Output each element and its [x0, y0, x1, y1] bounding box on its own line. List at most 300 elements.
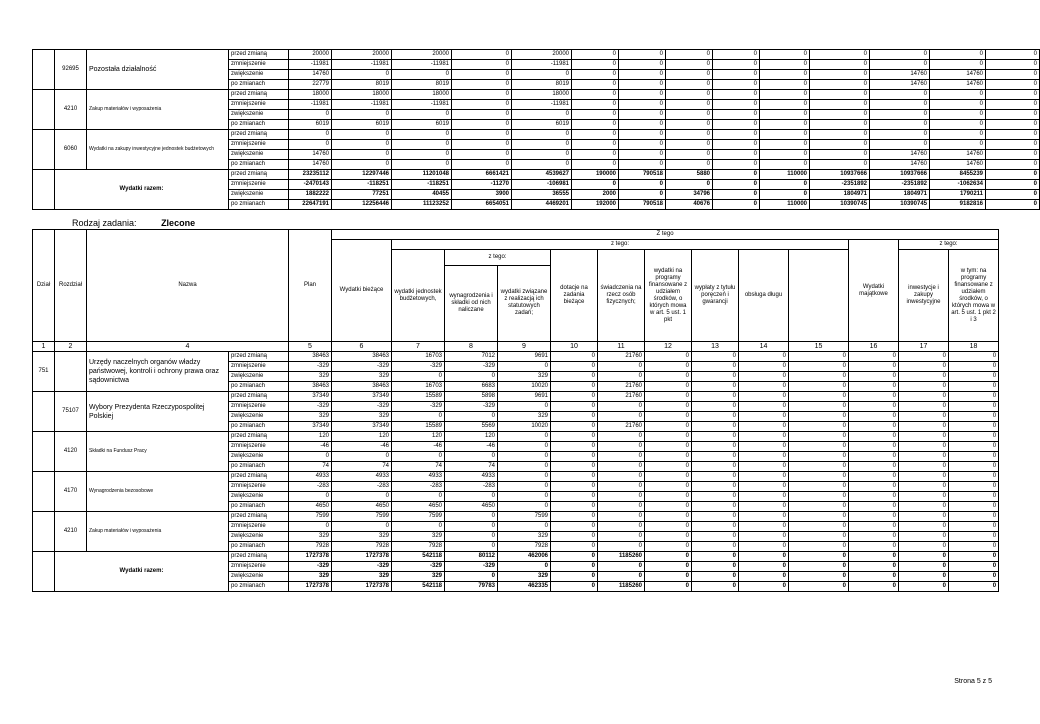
dzial-cell: [33, 512, 55, 552]
value-cell: 0: [332, 150, 392, 160]
group-name: Pozostała działalność: [87, 50, 229, 90]
value-cell: 14760: [870, 160, 930, 170]
group-code: [55, 352, 87, 392]
value-cell: 1727378: [289, 582, 332, 592]
value-cell: 329: [289, 572, 332, 582]
value-cell: -46: [445, 442, 498, 452]
value-cell: 0: [498, 472, 551, 482]
value-cell: 0: [692, 442, 739, 452]
row-label: po zmianach: [229, 382, 289, 392]
value-cell: 329: [498, 372, 551, 382]
value-cell: -46: [392, 442, 445, 452]
value-cell: 7599: [392, 512, 445, 522]
col-index-cell: 13: [692, 342, 739, 352]
value-cell: 16703: [392, 352, 445, 362]
value-cell: 0: [619, 160, 666, 170]
value-cell: 0: [666, 100, 713, 110]
value-cell: 0: [789, 392, 849, 402]
group-name: Wybory Prezydenta Rzeczypospolitej Polskiej: [87, 392, 229, 432]
value-cell: 21760: [598, 392, 645, 402]
value-cell: -11981: [332, 60, 392, 70]
value-cell: 0: [789, 412, 849, 422]
value-cell: 790518: [619, 200, 666, 210]
value-cell: 0: [949, 482, 999, 492]
value-cell: 0: [810, 110, 870, 120]
value-cell: 0: [849, 472, 899, 482]
value-cell: 0: [598, 572, 645, 582]
value-cell: 0: [986, 140, 1040, 150]
dzial-cell: 751: [33, 352, 55, 392]
table-row: [33, 512, 999, 522]
value-cell: 0: [986, 110, 1040, 120]
value-cell: 0: [598, 362, 645, 372]
value-cell: 21760: [598, 422, 645, 432]
col-wzr-header: wydatki związane z realizacją ich statutowych zadań;: [498, 265, 551, 341]
value-cell: 0: [986, 200, 1040, 210]
value-cell: 0: [713, 70, 760, 80]
value-cell: 0: [760, 140, 810, 150]
value-cell: 0: [789, 562, 849, 572]
value-cell: 110000: [760, 170, 810, 180]
value-cell: 0: [572, 100, 619, 110]
value-cell: 0: [849, 392, 899, 402]
value-cell: 4933: [392, 472, 445, 482]
value-cell: 0: [789, 492, 849, 502]
row-label: po zmianach: [229, 80, 289, 90]
value-cell: 329: [289, 532, 332, 542]
value-cell: 0: [713, 60, 760, 70]
row-label: przed zmianą: [229, 352, 289, 362]
value-cell: 0: [789, 582, 849, 592]
value-cell: 14760: [930, 160, 986, 170]
value-cell: 38463: [332, 352, 392, 362]
value-cell: 0: [930, 60, 986, 70]
value-cell: 0: [392, 522, 445, 532]
value-cell: 0: [870, 120, 930, 130]
value-cell: 0: [849, 482, 899, 492]
value-cell: 0: [949, 572, 999, 582]
value-cell: 74: [332, 462, 392, 472]
value-cell: 0: [551, 362, 598, 372]
value-cell: 0: [551, 412, 598, 422]
value-cell: 0: [452, 60, 512, 70]
row-label: przed zmianą: [229, 472, 289, 482]
value-cell: 0: [789, 512, 849, 522]
value-cell: 0: [452, 50, 512, 60]
value-cell: 0: [619, 130, 666, 140]
value-cell: 0: [849, 512, 899, 522]
value-cell: -1062634: [930, 180, 986, 190]
value-cell: 0: [645, 462, 692, 472]
row-label: przed zmianą: [229, 130, 289, 140]
value-cell: -283: [445, 482, 498, 492]
value-cell: 23235112: [289, 170, 332, 180]
col-index-cell: 8: [445, 342, 498, 352]
row-label: zmniejszenie: [229, 482, 289, 492]
value-cell: 0: [789, 532, 849, 542]
value-cell: 40455: [392, 190, 452, 200]
value-cell: 0: [986, 180, 1040, 190]
blank-cell: [33, 50, 55, 90]
value-cell: 0: [332, 492, 392, 502]
value-cell: 0: [713, 180, 760, 190]
value-cell: 0: [645, 392, 692, 402]
value-cell: 0: [692, 462, 739, 472]
value-cell: 0: [986, 170, 1040, 180]
value-cell: 0: [645, 532, 692, 542]
value-cell: 0: [899, 582, 949, 592]
value-cell: 0: [899, 382, 949, 392]
value-cell: 9691: [498, 352, 551, 362]
value-cell: 0: [332, 140, 392, 150]
row-label: przed zmianą: [229, 90, 289, 100]
value-cell: 192000: [572, 200, 619, 210]
value-cell: 0: [692, 402, 739, 412]
value-cell: 3900: [452, 190, 512, 200]
table-row: [33, 170, 1040, 180]
value-cell: 0: [949, 422, 999, 432]
value-cell: 0: [739, 482, 789, 492]
value-cell: 5898: [445, 392, 498, 402]
value-cell: 0: [645, 402, 692, 412]
value-cell: 0: [986, 80, 1040, 90]
value-cell: 6019: [289, 120, 332, 130]
ztego-top-header: Z tego: [332, 230, 999, 240]
value-cell: 0: [739, 472, 789, 482]
row-label: po zmianach: [229, 120, 289, 130]
col-index-cell: 10: [551, 342, 598, 352]
value-cell: 0: [445, 522, 498, 532]
value-cell: 0: [645, 382, 692, 392]
dzial-cell: [33, 432, 55, 472]
value-cell: 0: [619, 80, 666, 90]
value-cell: 0: [810, 80, 870, 90]
value-cell: 0: [498, 402, 551, 412]
row-label: zwiększenie: [229, 572, 289, 582]
value-cell: 329: [332, 532, 392, 542]
value-cell: 0: [899, 372, 949, 382]
value-cell: 0: [452, 90, 512, 100]
value-cell: 6019: [392, 120, 452, 130]
value-cell: 0: [899, 562, 949, 572]
col-index-cell: 15: [789, 342, 849, 352]
value-cell: 0: [572, 150, 619, 160]
value-cell: 0: [986, 90, 1040, 100]
value-cell: 0: [949, 432, 999, 442]
value-cell: 0: [512, 160, 572, 170]
value-cell: 0: [572, 160, 619, 170]
value-cell: 0: [986, 60, 1040, 70]
value-cell: 20000: [332, 50, 392, 60]
col-nazwa-header: Nazwa: [87, 230, 289, 342]
value-cell: 0: [645, 422, 692, 432]
value-cell: 329: [392, 532, 445, 542]
value-cell: 0: [619, 110, 666, 120]
value-cell: 21760: [598, 382, 645, 392]
value-cell: 12297446: [332, 170, 392, 180]
value-cell: 0: [930, 130, 986, 140]
value-cell: 0: [645, 442, 692, 452]
row-label: przed zmianą: [229, 432, 289, 442]
value-cell: 0: [870, 50, 930, 60]
group-name: Zakup materiałów i wyposażenia: [87, 90, 229, 130]
value-cell: 0: [498, 522, 551, 532]
value-cell: -329: [445, 402, 498, 412]
value-cell: 0: [949, 352, 999, 362]
value-cell: 0: [760, 120, 810, 130]
group-name: Wynagrodzenia bezosobowe: [87, 472, 229, 512]
value-cell: 329: [392, 572, 445, 582]
group-code: 4170: [55, 472, 87, 512]
value-cell: 0: [645, 522, 692, 532]
value-cell: 0: [810, 100, 870, 110]
value-cell: 0: [739, 422, 789, 432]
value-cell: 0: [739, 352, 789, 362]
value-cell: 0: [551, 462, 598, 472]
row-label: zmniejszenie: [229, 180, 289, 190]
value-cell: 0: [789, 422, 849, 432]
value-cell: 0: [692, 482, 739, 492]
value-cell: 0: [949, 402, 999, 412]
value-cell: 0: [551, 432, 598, 442]
value-cell: 10937666: [810, 170, 870, 180]
value-cell: 0: [739, 552, 789, 562]
value-cell: 0: [551, 402, 598, 412]
value-cell: 0: [713, 140, 760, 150]
value-cell: 0: [739, 452, 789, 462]
value-cell: 0: [713, 100, 760, 110]
value-cell: 110000: [760, 200, 810, 210]
value-cell: -11981: [392, 100, 452, 110]
value-cell: 0: [899, 352, 949, 362]
value-cell: 0: [713, 170, 760, 180]
row-label: zmniejszenie: [229, 402, 289, 412]
row-label: zwiększenie: [229, 532, 289, 542]
value-cell: 120: [289, 432, 332, 442]
value-cell: 0: [899, 572, 949, 582]
row-label: zwiększenie: [229, 492, 289, 502]
value-cell: 0: [572, 110, 619, 120]
value-cell: 0: [598, 532, 645, 542]
value-cell: 0: [810, 60, 870, 70]
col-wyn-header: wynagrodzenia i składki od nich naliczane: [445, 265, 498, 341]
value-cell: -329: [332, 402, 392, 412]
value-cell: 0: [760, 60, 810, 70]
value-cell: 37349: [332, 392, 392, 402]
value-cell: -2351892: [810, 180, 870, 190]
value-cell: 0: [810, 70, 870, 80]
value-cell: 0: [692, 422, 739, 432]
value-cell: 0: [551, 352, 598, 362]
value-cell: 0: [899, 502, 949, 512]
value-cell: 0: [498, 562, 551, 572]
value-cell: -11981: [289, 100, 332, 110]
value-cell: 329: [498, 572, 551, 582]
value-cell: 0: [619, 180, 666, 190]
value-cell: -329: [445, 362, 498, 372]
value-cell: 0: [713, 50, 760, 60]
value-cell: 0: [598, 472, 645, 482]
value-cell: 0: [986, 190, 1040, 200]
value-cell: 0: [789, 572, 849, 582]
blank-cell: [33, 130, 55, 170]
value-cell: 0: [899, 432, 949, 442]
value-cell: 0: [645, 552, 692, 562]
row-label: zmniejszenie: [229, 100, 289, 110]
value-cell: 0: [713, 120, 760, 130]
row-label: po zmianach: [229, 422, 289, 432]
value-cell: 0: [551, 492, 598, 502]
table-row: [33, 432, 999, 442]
value-cell: 0: [598, 432, 645, 442]
value-cell: 0: [760, 130, 810, 140]
value-cell: 0: [498, 452, 551, 462]
row-label: zmniejszenie: [229, 562, 289, 572]
col-obs-header: obsługa długu: [739, 250, 789, 342]
value-cell: 0: [789, 442, 849, 452]
value-cell: 0: [445, 492, 498, 502]
value-cell: 0: [452, 80, 512, 90]
value-cell: 0: [899, 552, 949, 562]
value-cell: 0: [598, 512, 645, 522]
value-cell: 0: [645, 542, 692, 552]
row-label: zwiększenie: [229, 190, 289, 200]
value-cell: 0: [849, 522, 899, 532]
value-cell: 0: [739, 532, 789, 542]
value-cell: 0: [445, 372, 498, 382]
value-cell: 0: [739, 432, 789, 442]
value-cell: 329: [498, 412, 551, 422]
value-cell: 0: [598, 402, 645, 412]
value-cell: 6019: [332, 120, 392, 130]
value-cell: 0: [572, 130, 619, 140]
value-cell: 0: [498, 362, 551, 372]
value-cell: 0: [849, 542, 899, 552]
value-cell: 37349: [289, 392, 332, 402]
value-cell: 4650: [445, 502, 498, 512]
value-cell: 0: [713, 90, 760, 100]
value-cell: 462335: [498, 582, 551, 592]
value-cell: 0: [849, 492, 899, 502]
row-label: zmniejszenie: [229, 442, 289, 452]
value-cell: 18000: [392, 90, 452, 100]
value-cell: 0: [789, 352, 849, 362]
value-cell: 8019: [332, 80, 392, 90]
value-cell: 5880: [666, 170, 713, 180]
value-cell: 0: [392, 110, 452, 120]
value-cell: 0: [619, 70, 666, 80]
value-cell: 8019: [392, 80, 452, 90]
value-cell: 0: [692, 412, 739, 422]
value-cell: 0: [666, 120, 713, 130]
value-cell: 0: [870, 60, 930, 70]
col-plan-header: Plan: [289, 230, 332, 342]
value-cell: 14760: [870, 70, 930, 80]
value-cell: 11201048: [392, 170, 452, 180]
value-cell: 0: [810, 150, 870, 160]
value-cell: 0: [949, 412, 999, 422]
group-code: 4210: [55, 512, 87, 552]
value-cell: 0: [392, 492, 445, 502]
row-label: przed zmianą: [229, 392, 289, 402]
value-cell: 1727378: [332, 582, 392, 592]
value-cell: 0: [949, 552, 999, 562]
value-cell: 0: [551, 562, 598, 572]
value-cell: 10020: [498, 422, 551, 432]
value-cell: 0: [666, 180, 713, 190]
value-cell: 0: [739, 372, 789, 382]
value-cell: 0: [512, 140, 572, 150]
value-cell: 0: [512, 150, 572, 160]
value-cell: 0: [739, 542, 789, 552]
value-cell: 0: [392, 130, 452, 140]
value-cell: 0: [949, 542, 999, 552]
value-cell: 0: [789, 432, 849, 442]
row-label: zmniejszenie: [229, 60, 289, 70]
table-row: [33, 392, 999, 402]
group-code: 4120: [55, 432, 87, 472]
value-cell: 329: [332, 372, 392, 382]
value-cell: 0: [986, 160, 1040, 170]
value-cell: 790518: [619, 170, 666, 180]
value-cell: 0: [849, 462, 899, 472]
value-cell: 1727378: [332, 552, 392, 562]
value-cell: 329: [332, 412, 392, 422]
row-label: zmniejszenie: [229, 362, 289, 372]
value-cell: 0: [949, 472, 999, 482]
value-cell: 38463: [289, 382, 332, 392]
value-cell: 0: [713, 150, 760, 160]
value-cell: 20000: [512, 50, 572, 60]
value-cell: 0: [899, 482, 949, 492]
value-cell: 14760: [289, 70, 332, 80]
value-cell: 0: [986, 50, 1040, 60]
value-cell: 77251: [332, 190, 392, 200]
value-cell: 10937666: [870, 170, 930, 180]
value-cell: 0: [899, 532, 949, 542]
value-cell: 0: [551, 512, 598, 522]
value-cell: 0: [789, 482, 849, 492]
value-cell: 18000: [332, 90, 392, 100]
value-cell: 0: [289, 492, 332, 502]
value-cell: 0: [870, 90, 930, 100]
value-cell: 0: [899, 412, 949, 422]
value-cell: 14760: [870, 150, 930, 160]
value-cell: 0: [445, 532, 498, 542]
value-cell: 0: [498, 502, 551, 512]
value-cell: 329: [498, 532, 551, 542]
value-cell: 0: [452, 160, 512, 170]
value-cell: 18000: [289, 90, 332, 100]
value-cell: -329: [289, 362, 332, 372]
value-cell: 0: [452, 120, 512, 130]
value-cell: 34796: [666, 190, 713, 200]
value-cell: 0: [512, 130, 572, 140]
value-cell: 0: [551, 572, 598, 582]
col-index-cell: 7: [392, 342, 445, 352]
value-cell: 0: [899, 402, 949, 412]
value-cell: 22647191: [289, 200, 332, 210]
value-cell: 0: [949, 512, 999, 522]
group-code: 92695: [55, 50, 87, 90]
task-type-label: Rodzaj zadania:: [72, 218, 137, 228]
value-cell: 1185260: [598, 552, 645, 562]
value-cell: 79783: [445, 582, 498, 592]
value-cell: 0: [666, 50, 713, 60]
value-cell: -329: [332, 362, 392, 372]
value-cell: 0: [949, 392, 999, 402]
value-cell: 0: [849, 572, 899, 582]
